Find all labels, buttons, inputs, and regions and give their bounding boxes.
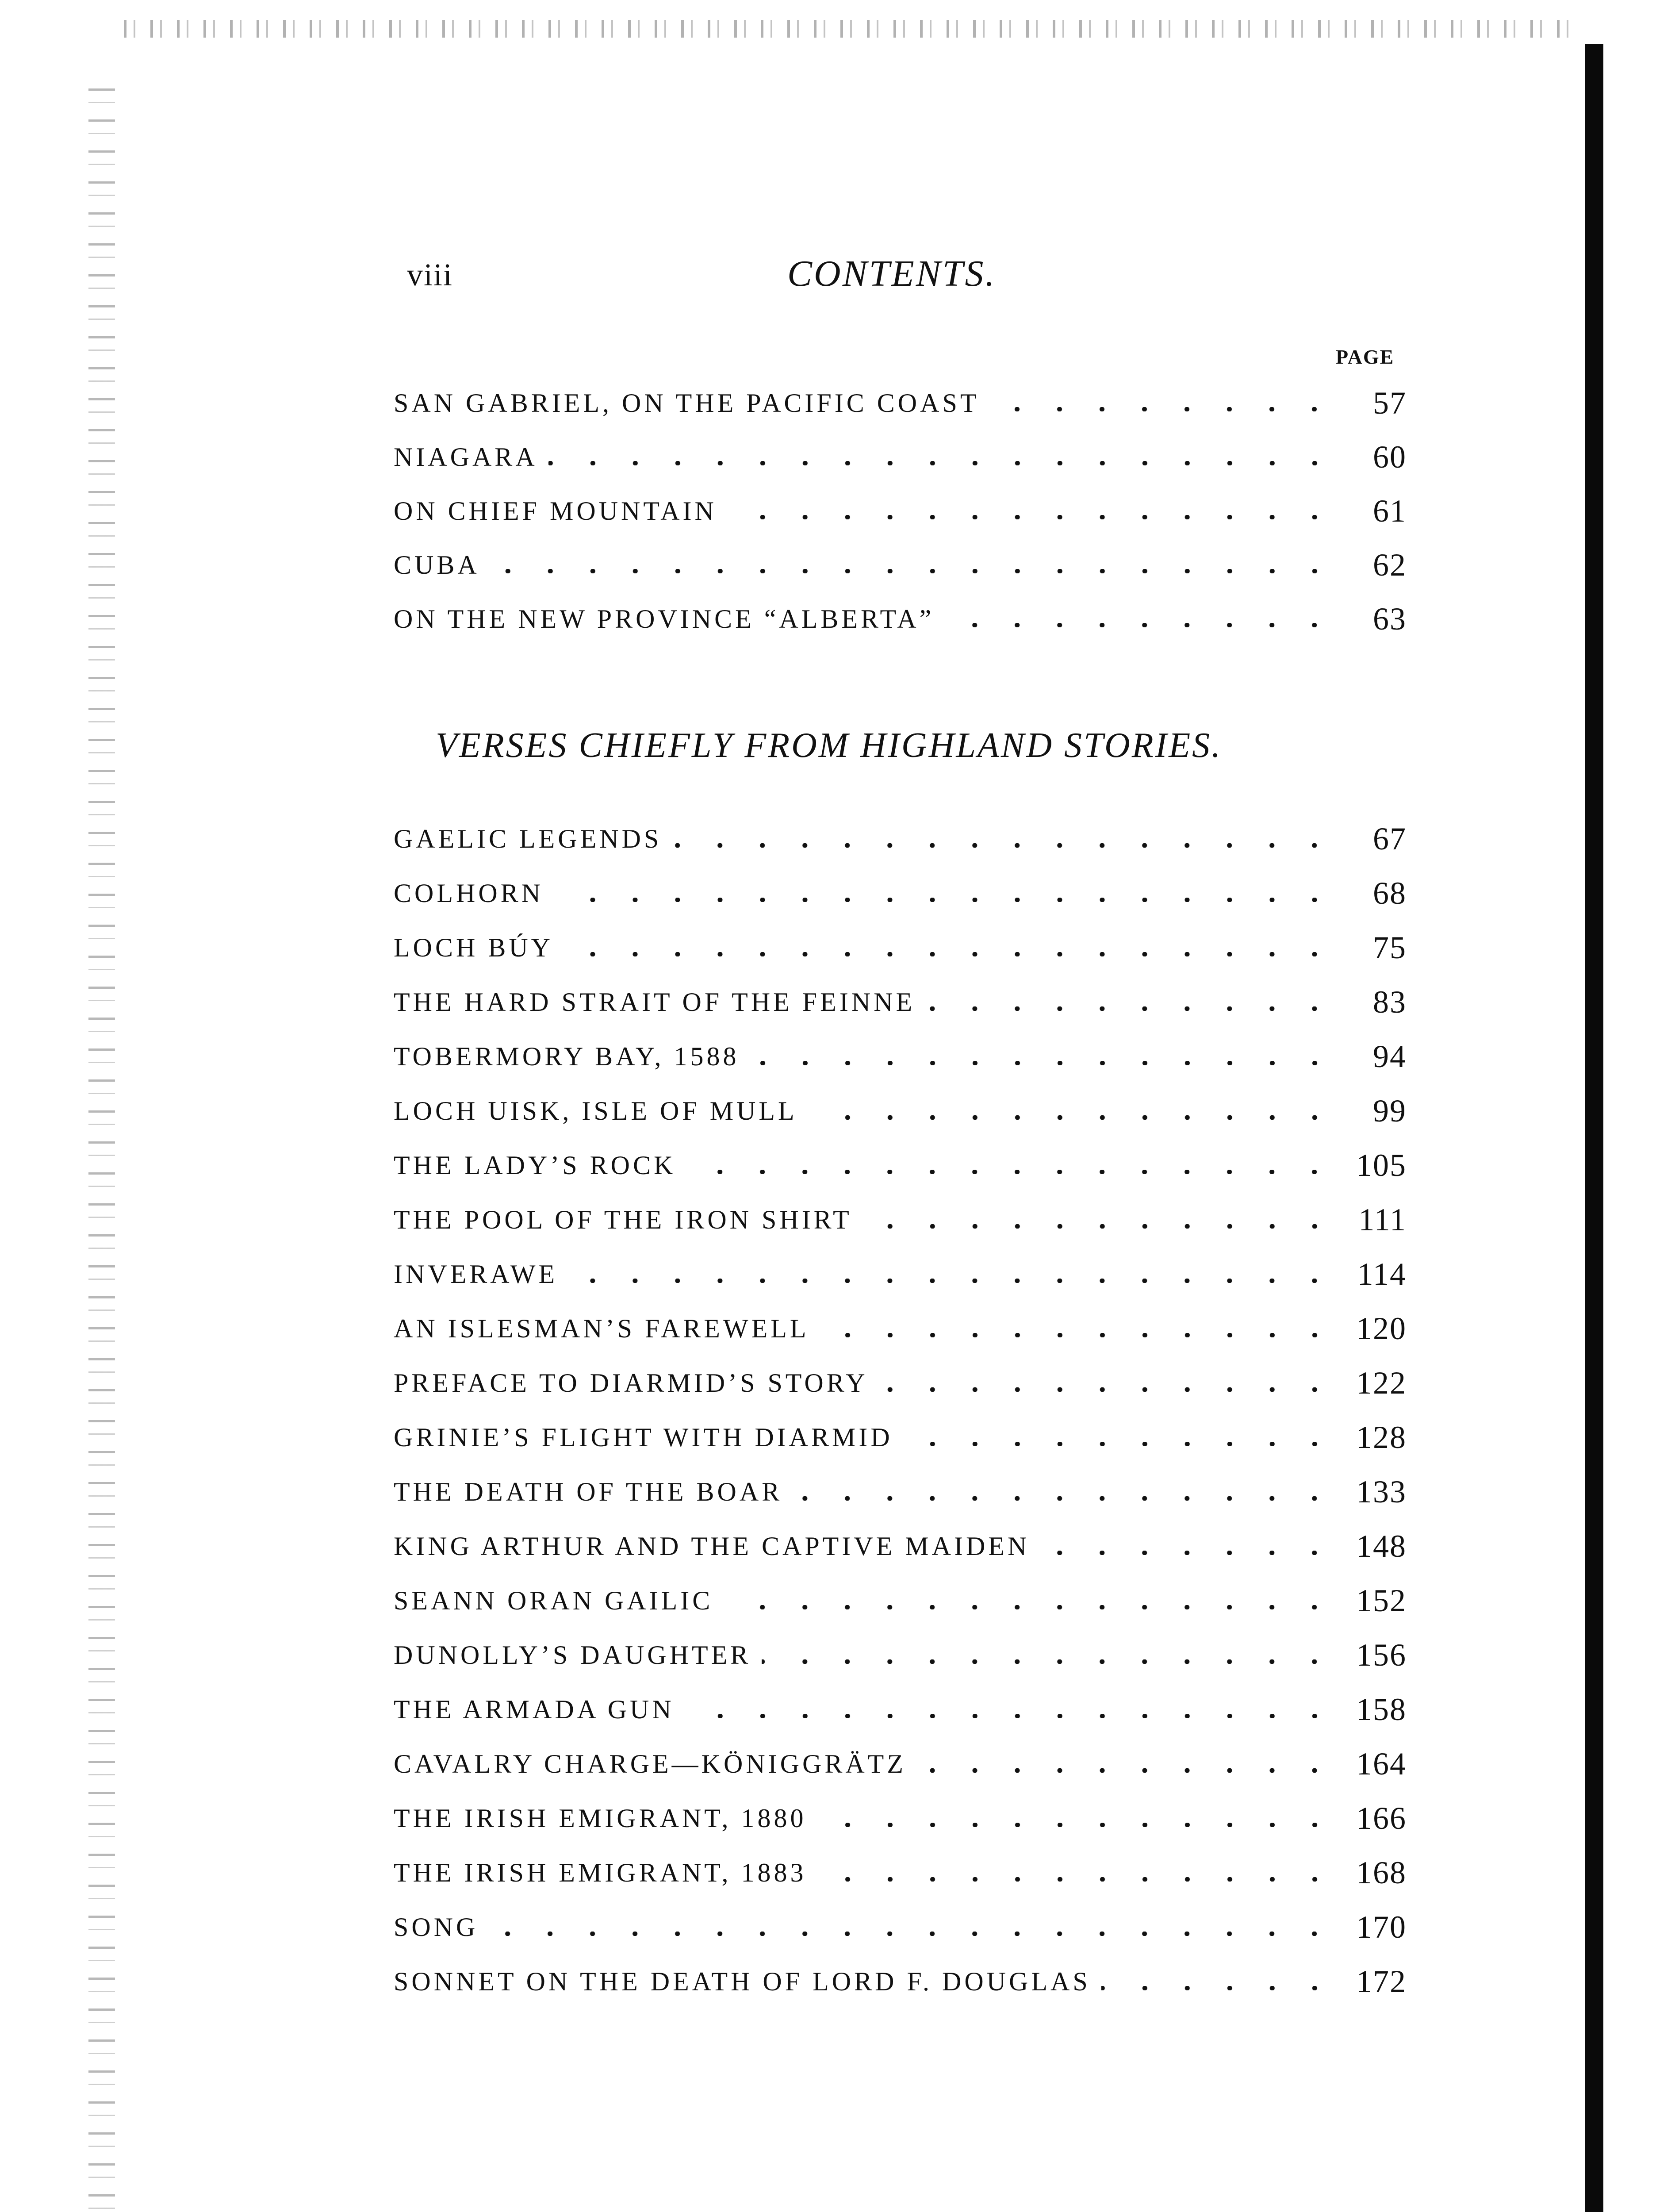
toc-entry-title: SEANN ORAN GAILIC: [394, 1586, 713, 1615]
dot-leader: [724, 1605, 1336, 1609]
toc-entry: [394, 1791, 1407, 1846]
dot-leader: [564, 952, 1336, 956]
toc-entry: [394, 866, 1407, 921]
toc-entry: [394, 1465, 1407, 1519]
toc-entry: [394, 1193, 1407, 1247]
toc-entry-title: GRINIE’S FLIGHT WITH DIARMID: [394, 1423, 893, 1452]
toc-entry-page: 60: [1373, 439, 1407, 475]
dot-leader: [686, 1170, 1336, 1174]
toc-entry-page: 172: [1356, 1964, 1407, 1999]
toc-entry-title: AN ISLESMAN’S FAREWELL: [394, 1314, 809, 1343]
toc-entry-title: ON THE NEW PROVINCE “ALBERTA”: [394, 604, 935, 634]
toc-entry: [394, 1356, 1407, 1410]
toc-entry-title: THE ARMADA GUN: [394, 1695, 675, 1724]
toc-entry: [394, 1029, 1407, 1084]
dot-leader: [817, 1877, 1336, 1882]
toc-entry-title: ON CHIEF MOUNTAIN: [394, 496, 717, 526]
dot-leader: [863, 1224, 1336, 1229]
toc-entry-title: THE DEATH OF THE BOAR: [394, 1477, 783, 1506]
toc-entry-title: THE POOL OF THE IRON SHIRT: [394, 1205, 852, 1234]
toc-entry-page: 62: [1373, 547, 1407, 583]
toc-entry-page: 166: [1356, 1801, 1407, 1836]
toc-entry-page: 105: [1356, 1148, 1407, 1183]
page-folio: viii: [407, 257, 453, 292]
toc-entry-page: 99: [1373, 1093, 1407, 1129]
dot-leader: [728, 515, 1336, 519]
toc-entry-page: 94: [1373, 1039, 1407, 1074]
toc-entry: [394, 484, 1407, 538]
section-heading: VERSES CHIEFLY FROM HIGHLAND STORIES.: [436, 726, 1223, 765]
toc-entry-title: SAN GABRIEL, ON THE PACIFIC COAST: [394, 388, 980, 418]
toc-entry-title: NIAGARA: [394, 442, 538, 472]
dot-leader: [1101, 1986, 1336, 1990]
toc-entry: [394, 1138, 1407, 1193]
toc-entry-page: 67: [1373, 821, 1407, 856]
toc-entry-page: 114: [1357, 1256, 1407, 1292]
toc-entry: [394, 592, 1407, 646]
dot-leader: [554, 898, 1336, 902]
dot-leader: [945, 623, 1336, 627]
dot-leader: [817, 1823, 1336, 1827]
dot-leader: [904, 1442, 1336, 1446]
toc-entry-title: INVERAWE: [394, 1260, 558, 1289]
dot-leader: [808, 1115, 1336, 1120]
toc-entry-title: GAELIC LEGENDS: [394, 824, 662, 853]
toc-entry: [394, 1846, 1407, 1900]
toc-entry-title: COLHORN: [394, 879, 544, 908]
toc-entry: [394, 1302, 1407, 1356]
toc-entry: [394, 921, 1407, 975]
toc-entry: [394, 1574, 1407, 1628]
toc-entry-page: 152: [1356, 1583, 1407, 1618]
toc-list-part-one: [394, 376, 1407, 646]
toc-entry-page: 170: [1356, 1909, 1407, 1945]
dot-leader: [879, 1387, 1336, 1392]
toc-entry-page: 57: [1373, 385, 1407, 421]
dot-leader: [917, 1768, 1336, 1773]
toc-entry-title: THE IRISH EMIGRANT, 1883: [394, 1858, 807, 1887]
book-spine-shadow: [1585, 44, 1603, 2212]
toc-entry-title: CUBA: [394, 550, 480, 580]
toc-entry-page: 133: [1356, 1474, 1407, 1509]
toc-entry-title: PREFACE TO DIARMID’S STORY: [394, 1368, 868, 1398]
scan-edge-left: [88, 88, 115, 2212]
toc-entry-title: SONG: [394, 1912, 479, 1942]
toc-list-part-two: [394, 812, 1407, 2009]
toc-entry-page: 61: [1373, 493, 1407, 529]
toc-entry: [394, 1737, 1407, 1791]
toc-entry-page: 148: [1356, 1528, 1407, 1564]
toc-entry: [394, 1247, 1407, 1302]
dot-leader: [762, 1659, 1336, 1664]
dot-leader: [820, 1333, 1336, 1337]
toc-entry-page: 156: [1356, 1637, 1407, 1673]
dot-leader: [672, 843, 1336, 848]
toc-entry-page: 83: [1373, 984, 1407, 1020]
dot-leader: [489, 1932, 1336, 1936]
toc-entry-page: 75: [1373, 930, 1407, 965]
toc-entry-title: THE LADY’S ROCK: [394, 1151, 676, 1180]
scan-edge-top: [124, 20, 1583, 38]
toc-entry-title: LOCH UISK, ISLE OF MULL: [394, 1096, 797, 1125]
toc-entry-title: LOCH BÚY: [394, 933, 554, 962]
toc-entry: [394, 812, 1407, 866]
toc-entry: [394, 1900, 1407, 1955]
running-head: CONTENTS.: [787, 253, 997, 294]
toc-entry-title: THE IRISH EMIGRANT, 1880: [394, 1804, 807, 1833]
toc-entry: [394, 1955, 1407, 2009]
toc-entry: [394, 376, 1407, 430]
toc-entry: [394, 975, 1407, 1029]
dot-leader: [750, 1061, 1336, 1065]
toc-entry: [394, 1410, 1407, 1465]
dot-leader: [568, 1279, 1336, 1283]
toc-entry: [394, 1628, 1407, 1682]
toc-entry: [394, 538, 1407, 592]
dot-leader: [491, 569, 1336, 573]
toc-entry-page: 68: [1373, 876, 1407, 911]
toc-entry-title: THE HARD STRAIT OF THE FEINNE: [394, 987, 916, 1017]
toc-entry-page: 120: [1356, 1311, 1407, 1346]
dot-leader: [1040, 1551, 1336, 1555]
dot-leader: [926, 1006, 1336, 1011]
toc-entry-page: 158: [1356, 1692, 1407, 1727]
toc-entry: [394, 430, 1407, 484]
toc-entry-title: KING ARTHUR AND THE CAPTIVE MAIDEN: [394, 1532, 1030, 1561]
dot-leader: [548, 461, 1336, 465]
toc-entry-page: 168: [1356, 1855, 1407, 1890]
dot-leader: [990, 407, 1336, 411]
page-column-label: PAGE: [1336, 346, 1395, 368]
toc-entry-page: 63: [1373, 601, 1407, 637]
toc-entry-page: 111: [1358, 1202, 1407, 1237]
toc-entry: [394, 1519, 1407, 1574]
dot-leader: [793, 1496, 1336, 1501]
toc-entry-page: 164: [1356, 1746, 1407, 1782]
dot-leader: [685, 1714, 1336, 1718]
toc-entry-title: SONNET ON THE DEATH OF LORD F. DOUGLAS: [394, 1967, 1091, 1996]
toc-entry: [394, 1682, 1407, 1737]
toc-entry-title: CAVALRY CHARGE—KÖNIGGRÄTZ: [394, 1749, 906, 1778]
toc-entry-page: 122: [1356, 1365, 1407, 1401]
toc-entry-page: 128: [1356, 1420, 1407, 1455]
toc-entry-title: TOBERMORY BAY, 1588: [394, 1042, 740, 1071]
toc-entry-title: DUNOLLY’S DAUGHTER: [394, 1640, 751, 1670]
toc-entry: [394, 1084, 1407, 1138]
